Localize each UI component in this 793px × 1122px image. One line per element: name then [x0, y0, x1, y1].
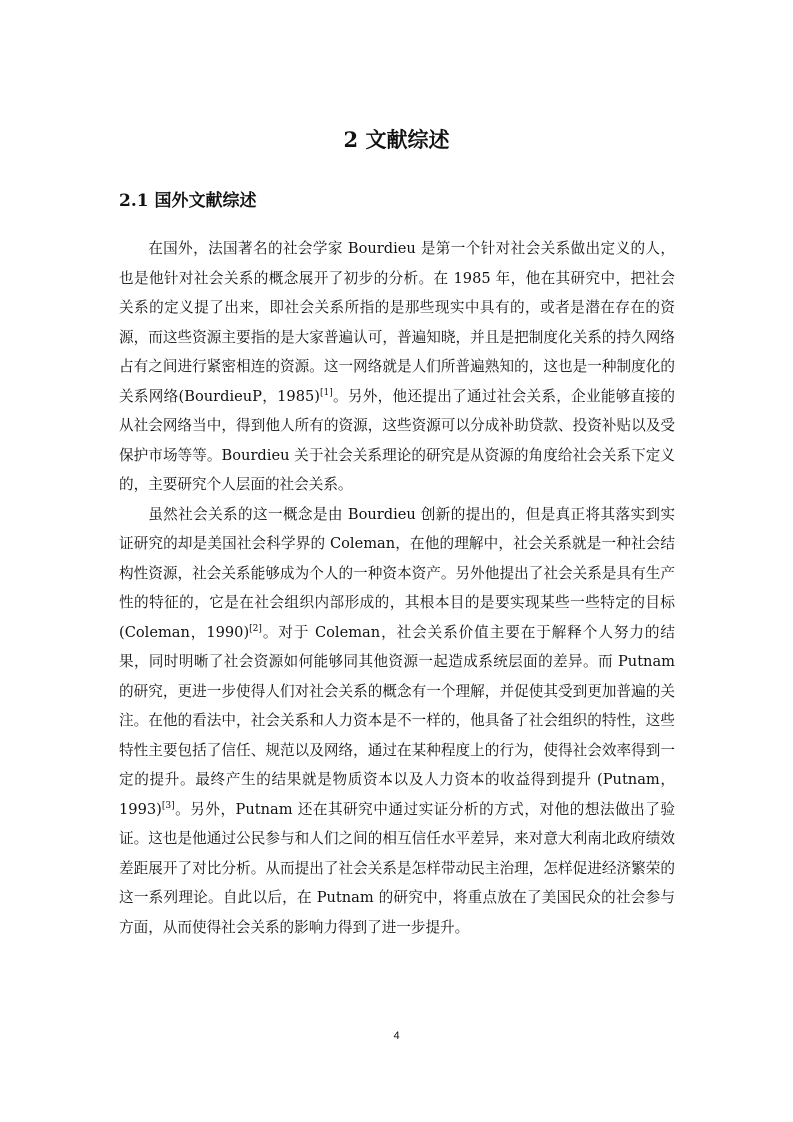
- paragraph-text: 。对于 Coleman，社会关系价值主要在于解释个人努力的结果，同时明晰了社会资源如何能够同其他资源一起造成系统层面的差异。而 Putnam 的研究，更进一步使得人们对社会关系的概念有一个理解，并促使其受到更加普遍的关注。在他的看法中，社会关系和人力资本是不一样的，他具备了社会组织的特性，这些特性主要包括了信任、规范以及网络，通过在某种程度上的行为，使得社会效率得到一定的提升。最终产生的结果就是物质资本以及人力资本的收益得到提升 (Putnam，1993): [119, 623, 675, 818]
- citation-marker: [1]: [319, 387, 333, 398]
- chapter-title: 2 文献综述: [343, 127, 450, 152]
- body-text: [119, 234, 675, 942]
- paragraph-text: 在国外，法国著名的社会学家 Bourdieu 是第一个针对社会关系做出定义的人，也是他针对社会关系的概念展开了初步的分析。在 1985 年，他在其研究中，把社会关系的定义提了出来，即社会关系所指的是那些现实中具有的，或者是潜在存在的资源，而这些资源主要指的是大家普遍认可，普遍知晓，并且是把制度化关系的持久网络占有之间进行紧密相连的资源。这一网络就是人们所普遍熟知的，这也是一种制度化的关系网络(BourdieuP，1985): [119, 240, 675, 405]
- paragraph: [119, 500, 675, 943]
- page-number: 4: [393, 1030, 400, 1042]
- paragraph-text: 。另外，Putnam 还在其研究中通过实证分析的方式，对他的想法做出了验证。这也是他通过公民参与和人们之间的相互信任水平差异，来对意大利南北政府绩效差距展开了对比分析。从而提出了社会关系是怎样带动民主治理，怎样促进经济繁荣的这一系列理论。自此以后，在 Putnam 的研究中，将重点放在了美国民众的社会参与方面，从而使得社会关系的影响力得到了进一步提升。: [119, 800, 675, 936]
- section-title: 2.1 国外文献综述: [119, 191, 257, 211]
- paragraph: [119, 234, 675, 500]
- citation-marker: [3]: [161, 800, 175, 811]
- paragraph-text: 。另外，他还提出了通过社会关系，企业能够直接的从社会网络当中，得到他人所有的资源，这些资源可以分成补助贷款、投资补贴以及受保护市场等等。Bourdieu 关于社会关系理论的研究是从资源的角度给社会关系下定义的，主要研究个人层面的社会关系。: [119, 387, 675, 493]
- citation-marker: [2]: [249, 623, 262, 634]
- paragraph-text: 虽然社会关系的这一概念是由 Bourdieu 创新的提出的，但是真正将其落实到实证研究的却是美国社会科学界的 Coleman，在他的理解中，社会关系就是一种社会结构性资源，社会关系能够成为个人的一种资本资产。另外他提出了社会关系是具有生产性的特征的，它是在社会组织内部形成的，其根本目的是要实现某些一些特定的目标 (Coleman，1990): [119, 505, 675, 641]
